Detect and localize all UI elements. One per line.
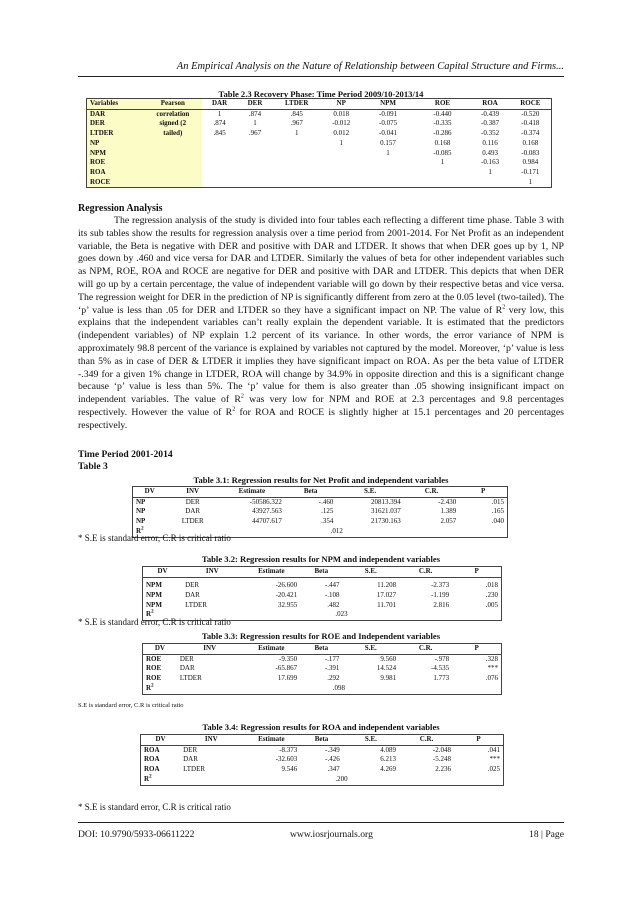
table-row	[141, 755, 504, 765]
cell: 11.208	[377, 581, 397, 590]
cell: -0.520	[521, 109, 540, 118]
cell: -4.535	[431, 664, 450, 673]
cell: 0.984	[522, 158, 539, 167]
cell: 44707.617	[252, 517, 282, 526]
col-header: NPM	[362, 99, 415, 110]
time-period-title: Time Period 2001-2014	[78, 449, 173, 460]
pearson-line: tailed)	[163, 129, 183, 138]
cell: 0.157	[380, 138, 396, 147]
cell: 2.236	[435, 765, 451, 774]
col-header: Variables	[87, 99, 144, 110]
cell: 2.816	[433, 600, 450, 609]
running-head: An Empirical Analysis on the Nature of Relationship between Capital Structure and Firms...	[176, 61, 564, 72]
table-row	[143, 591, 502, 601]
cell: -0.171	[521, 167, 540, 176]
footer-doi: DOI: 10.9790/5933-06611222	[78, 829, 195, 840]
table-row	[143, 654, 502, 664]
table-header-row	[133, 487, 508, 498]
table-3-3-caption: Table 3.3: Regression results for ROE and Independent variables	[201, 631, 441, 641]
cell-dv: NPM	[146, 581, 162, 590]
cell-dv: ROE	[146, 654, 162, 663]
table-2-3-caption: Table 2.3 Recovery Phase: Time Period 2009/10-2013/14	[218, 89, 424, 99]
footer-rule	[78, 822, 564, 823]
table-3-2-caption: Table 3.2: Regression results for NPM and independent variables	[201, 554, 441, 564]
cell: -0.352	[481, 129, 500, 138]
cell: -32.603	[275, 755, 298, 764]
superscript: 2	[502, 304, 506, 311]
cell	[202, 178, 237, 188]
cell: 9.981	[380, 674, 397, 683]
row-label: DAR	[87, 109, 144, 119]
col-header: ROE	[415, 99, 471, 110]
cell: -1.199	[431, 590, 450, 599]
cell: 4.269	[380, 765, 397, 774]
cell-inv: DER	[183, 745, 198, 754]
cell	[362, 168, 415, 178]
cell: .482	[327, 600, 340, 609]
cell: 9.546	[281, 765, 298, 774]
cell-dv: ROA	[144, 745, 160, 754]
cell	[237, 178, 272, 188]
cell: .165	[491, 507, 504, 516]
col-header: Beta	[300, 644, 342, 655]
col-header: DV	[143, 644, 177, 655]
cell: 1	[528, 177, 533, 186]
cell: 1	[339, 138, 343, 147]
cell: .025	[487, 765, 500, 774]
cell: -5.248	[432, 755, 451, 764]
cell	[237, 139, 272, 149]
pearson-line: signed (2	[159, 119, 187, 128]
cell: -.460	[318, 497, 334, 506]
cell-dv: ROA	[144, 765, 160, 774]
table-3-2-note: * S.E is standard error, C.R is critical ratio	[78, 617, 231, 627]
col-header: Estimate	[242, 644, 300, 655]
cell: .040	[491, 517, 504, 526]
cell: 4.089	[380, 745, 397, 754]
cell: .015	[491, 497, 504, 506]
cell	[321, 149, 362, 159]
cell: 1	[295, 129, 299, 138]
cell: .018	[485, 581, 498, 590]
cell: -9.350	[279, 654, 298, 663]
row-label: NP	[87, 139, 144, 149]
cell: 0.493	[482, 148, 498, 157]
col-header: NP	[321, 99, 362, 110]
cell: -.108	[324, 590, 340, 599]
cell: 0.116	[482, 138, 498, 147]
col-header: DV	[141, 735, 181, 746]
cell: -2.373	[431, 581, 450, 590]
table-row-r2	[143, 684, 502, 694]
table-row	[133, 517, 508, 527]
section-title-regression: Regression Analysis	[78, 203, 163, 214]
cell: -0.085	[433, 148, 452, 157]
col-header: P	[459, 487, 507, 498]
col-header: S.E.	[336, 487, 403, 498]
superscript: 2	[151, 683, 154, 689]
cell: -.349	[325, 745, 340, 754]
table-2-3	[86, 98, 552, 188]
cell: -0.286	[433, 129, 452, 138]
table-3-2	[142, 566, 502, 621]
superscript: 2	[141, 526, 144, 532]
cell: -0.083	[521, 148, 540, 157]
col-header: Pearson	[144, 99, 202, 110]
header-rule	[78, 76, 564, 77]
cell: 1.389	[440, 507, 457, 516]
cell-inv: DAR	[185, 507, 201, 516]
cell: .005	[485, 600, 498, 609]
cell: 1	[217, 109, 222, 118]
cell-dv: NP	[136, 517, 146, 526]
cell: 1.773	[433, 674, 450, 683]
col-header: C.R.	[404, 487, 459, 498]
table-row	[143, 664, 502, 674]
cell: -2.048	[432, 745, 451, 754]
col-header: Estimate	[219, 487, 285, 498]
table-row	[143, 601, 502, 611]
row-label: DER	[87, 119, 144, 129]
row-label: ROE	[87, 158, 144, 168]
cell: -50586.322	[249, 497, 282, 506]
cell: 14.524	[376, 664, 397, 673]
col-header: S.E.	[343, 735, 399, 746]
cell	[470, 178, 509, 188]
row-label: LTDER	[87, 129, 144, 139]
cell: -0.075	[378, 119, 398, 128]
cell-dv: NPM	[146, 590, 162, 599]
r2-label	[143, 684, 177, 694]
cell: 32.955	[277, 600, 298, 609]
cell-inv: LTDER	[183, 765, 206, 774]
col-header: P	[452, 644, 501, 655]
cell: -65.867	[275, 664, 298, 673]
cell	[273, 158, 321, 168]
cell: .328	[485, 654, 498, 663]
cell: .967	[290, 119, 303, 128]
table-3-4-note: * S.E is standard error, C.R is critical ratio	[78, 802, 231, 812]
cell: 43927.563	[252, 507, 282, 516]
col-header: Estimate	[243, 567, 301, 578]
cell: 17.699	[277, 674, 298, 683]
cell: -.426	[325, 755, 340, 764]
cell-inv: DER	[185, 497, 200, 506]
col-header: INV	[166, 487, 218, 498]
cell: .967	[248, 129, 262, 138]
cell: -0.335	[433, 119, 452, 128]
col-header: DV	[133, 487, 167, 498]
cell: -20.421	[275, 590, 298, 599]
time-period-heading	[78, 449, 173, 473]
cell: .041	[487, 745, 500, 754]
cell: -0.091	[378, 109, 398, 118]
cell	[321, 158, 362, 168]
r2-letter: R	[136, 526, 142, 535]
cell: .874	[248, 109, 262, 118]
cell	[237, 168, 272, 178]
table-row-r2	[141, 775, 504, 785]
cell-inv: DAR	[183, 755, 198, 764]
paragraph-text: The regression analysis of the study is divided into four tables each reflecting a different time phase. Table 3 with its sub tables show the results for regression analysis over a time period from 2001-2014. For Net Profit as an independent variable, the Beta is negative with DER and positive with DAR and LTDER. It shows that when DER goes up by 1, NP goes down by .460 and vice versa for DAR and LTDER. Similarly the values of beta for other independent variables such as NPM, ROE, ROA and ROCE are negative for DER and positive with DAR and LTDER. This depicts that when DER will go up by a certain percentage, the value of independent variable will go down by their respective betas and vice versa. The regression weight for DER in the prediction of NP is significantly different from zero at the 0.05 level (two-tailed). The ‘p’ value is less than .05 for DER and LTDER so they have a significant impact on NP. The value of R	[78, 215, 564, 316]
cell	[202, 168, 237, 178]
cell: -.978	[434, 654, 450, 663]
superscript: 2	[240, 393, 244, 400]
r2-value: .023	[335, 610, 348, 619]
r2-letter: R	[144, 774, 150, 783]
col-header: P	[454, 735, 504, 746]
table-row	[141, 745, 504, 755]
cell: -0.440	[433, 109, 452, 118]
cell: 0.012	[333, 129, 350, 138]
cell: -0.041	[378, 129, 398, 138]
cell	[202, 158, 237, 168]
cell-inv: LTDER	[185, 600, 207, 609]
cell: -0.012	[332, 119, 351, 128]
cell-inv: LTDER	[179, 674, 202, 683]
col-header: Beta	[285, 487, 337, 498]
cell-inv: DER	[185, 581, 200, 590]
cell: -2.430	[438, 497, 457, 506]
row-label: ROCE	[87, 178, 144, 188]
cell: 1	[253, 119, 257, 128]
row-label: ROA	[87, 168, 144, 178]
table-row	[143, 674, 502, 684]
cell: 1	[386, 148, 390, 157]
paragraph-text: was very low for NPM and ROE at 2.3 percentages and 9.8 percentages respectively. However the value of R	[78, 394, 564, 418]
superscript: 2	[151, 609, 154, 615]
table-row	[87, 109, 552, 119]
table-row	[141, 765, 504, 775]
table-row	[143, 581, 502, 591]
cell: 1	[440, 158, 445, 167]
cell: 17.027	[376, 590, 397, 599]
cell-dv: ROA	[144, 755, 160, 764]
cell	[415, 168, 471, 178]
cell	[273, 149, 321, 159]
cell: .125	[321, 507, 334, 516]
cell: -26.600	[275, 581, 298, 590]
r2-letter: R	[146, 610, 152, 619]
cell	[273, 168, 321, 178]
cell: 0.018	[333, 109, 350, 118]
footer-site: www.iosrjournals.org	[290, 829, 373, 840]
col-header: P	[452, 567, 501, 578]
cell	[202, 139, 237, 149]
pearson-line: correlation	[156, 109, 190, 118]
cell	[202, 149, 237, 159]
cell: 9.560	[380, 654, 397, 663]
cell-dv: NPM	[146, 600, 162, 609]
cell-dv: NP	[136, 507, 146, 516]
table-row	[133, 497, 508, 507]
cell	[273, 139, 321, 149]
row-label: NPM	[87, 149, 144, 159]
cell-dv: ROE	[146, 674, 162, 683]
cell: -.447	[324, 581, 340, 590]
cell	[237, 149, 272, 159]
cell: .292	[327, 674, 340, 683]
col-header: C.R.	[399, 735, 454, 746]
col-header: Beta	[300, 567, 342, 578]
r2-value: .098	[332, 683, 346, 692]
cell: 11.701	[377, 600, 397, 609]
cell: -0.387	[481, 119, 500, 128]
col-header: INV	[180, 735, 242, 746]
cell: 0.168	[522, 138, 539, 147]
cell: .845	[213, 129, 226, 138]
col-header: INV	[182, 567, 242, 578]
cell-dv: ROE	[146, 664, 162, 673]
r2-label	[141, 775, 181, 785]
col-header: LTDER	[273, 99, 321, 110]
col-header: INV	[177, 644, 243, 655]
col-header: Beta	[300, 735, 342, 746]
cell: .230	[485, 590, 498, 599]
cell	[321, 178, 362, 188]
table-header-row	[87, 99, 552, 110]
paragraph-text: for ROA and ROCE is slightly higher at 15.1 percentages and 20 percentages respectively.	[78, 406, 564, 431]
col-header: S.E.	[342, 644, 399, 655]
cell	[321, 168, 362, 178]
cell: -.391	[324, 664, 340, 673]
cell: 20813.394	[371, 497, 401, 506]
table-3-1-note: * S.E is standard error, C.R is critical ratio	[78, 533, 231, 543]
table-header-row	[143, 644, 502, 655]
table-3-4	[140, 734, 504, 786]
col-header: DV	[143, 567, 183, 578]
cell-dv: NP	[136, 497, 146, 506]
cell: ***	[487, 664, 498, 673]
cell: 0.168	[434, 138, 451, 147]
cell	[415, 178, 471, 188]
superscript: 2	[232, 406, 236, 413]
col-header: S.E.	[342, 567, 399, 578]
cell: .874	[213, 119, 226, 128]
cell: 6.213	[380, 755, 397, 764]
cell: .354	[321, 517, 334, 526]
cell: ***	[489, 755, 500, 764]
cell-inv: DAR	[179, 664, 195, 673]
r2-value: .200	[335, 774, 348, 783]
cell: 21730.163	[371, 517, 401, 526]
cell	[273, 178, 321, 188]
table-3-3-note: S.E is standard error, C.R is critical ratio	[78, 702, 184, 709]
cell: -0.374	[521, 129, 540, 138]
table-header-row	[141, 735, 504, 746]
cell	[362, 158, 415, 168]
col-header: C.R.	[399, 644, 452, 655]
cell: 31621.037	[371, 507, 401, 516]
col-header: ROCE	[510, 99, 552, 110]
r2-letter: R	[146, 683, 152, 692]
cell	[362, 178, 415, 188]
table-3-4-caption: Table 3.4: Regression results for ROA and independent variables	[202, 722, 440, 732]
cell	[237, 158, 272, 168]
col-header: Estimate	[242, 735, 300, 746]
col-header: DER	[237, 99, 272, 110]
cell-inv: DER	[179, 654, 194, 663]
table-3-title: Table 3	[78, 461, 108, 472]
col-header: DAR	[202, 99, 237, 110]
pearson-label	[144, 109, 202, 188]
cell: -8.373	[279, 745, 298, 754]
r2-value: .012	[330, 526, 343, 535]
cell: -0.439	[481, 109, 500, 118]
col-header: ROA	[470, 99, 509, 110]
cell: .076	[485, 674, 498, 683]
cell-inv: DAR	[185, 590, 200, 599]
cell-inv: LTDER	[181, 517, 204, 526]
table-3-1-caption: Table 3.1: Regression results for Net Profit and independent variables	[193, 475, 449, 485]
table-row	[133, 507, 508, 517]
cell: -0.163	[481, 158, 500, 167]
regression-paragraph	[78, 215, 564, 433]
table-3-1	[132, 486, 508, 538]
cell: .347	[327, 765, 340, 774]
col-header: C.R.	[399, 567, 452, 578]
table-header-row	[143, 567, 502, 578]
paragraph-text: very low, this explains that the independent variables can’t really explain the dependent variable. It is estimated that the predictors (independent variables) of NP explain 1.2 percent of its variance. In other words, the error variance of NPM is approximately 98.8 percent of the variance is explained by variables not captured by the model. Moreover, ‘p’ value is less than 5% as in case of DER & LTDER it implies they have significant impact on ROA. As per the beta value of LTDER -.349 for a given 1% change in LTDER, ROA will change by 34.9% in opposite direction and this is a significant change because ‘p’ value is less than 5%. The ‘p’ value for them is also greater than .05 showing insignificant impact on independent variables. The value of R	[78, 304, 564, 406]
cell: .845	[290, 109, 303, 118]
table-3-3	[142, 643, 502, 695]
superscript: 2	[149, 774, 152, 780]
footer-page: 18 | Page	[529, 829, 564, 840]
cell: -0.418	[521, 119, 540, 128]
cell: 2.057	[440, 517, 457, 526]
cell: 1	[488, 167, 492, 176]
cell: -.177	[324, 654, 340, 663]
